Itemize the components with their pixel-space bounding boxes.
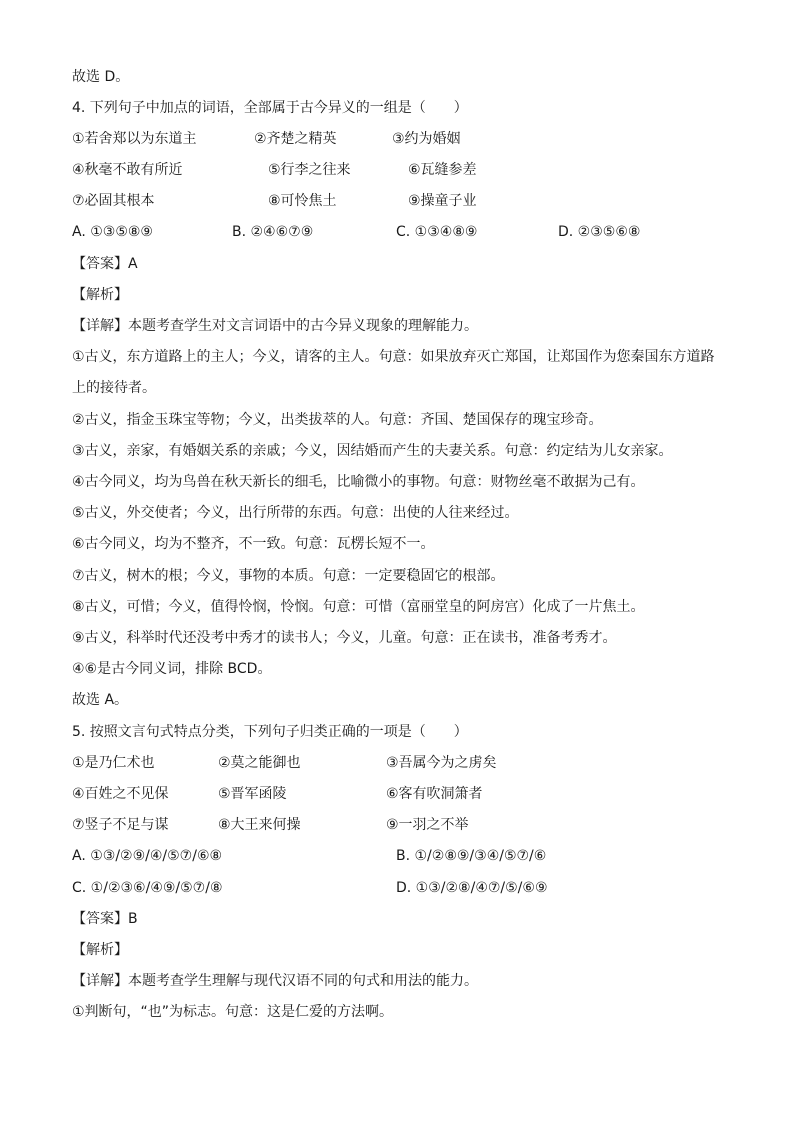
q4-analysis-heading: 【解析】 [72,287,128,303]
q5-sentence: ③吾属今为之虏矣 [386,755,497,771]
q5-option-b: B. ①/②⑧⑨/③④/⑤⑦/⑥ [396,848,547,864]
q4-explanation: ④⑥是古今同义词，排除 BCD。 [72,661,272,677]
q5-sentence: ④百姓之不见保 [72,786,169,802]
q4-option-a: A. ①③⑤⑧⑨ [72,224,153,240]
q4-sentence: ⑤行李之往来 [268,162,351,178]
q4-explanation: ⑨古义，科举时代还没考中秀才的读书人；今义，儿童。句意：正在读书，准备考秀才。 [72,630,617,646]
q4-sentence: ②齐楚之精英 [254,131,337,147]
q4-explanation: ⑦古义，树木的根；今义，事物的本质。句意：一定要稳固它的根部。 [72,568,505,584]
q4-sentence: ⑥瓦缝参差 [408,162,477,178]
q4-explanation: ⑧古义，可惜；今义，值得怜悯，怜悯。句意：可惜（富丽堂皇的阿房宫）化成了一片焦土。 [72,599,645,615]
q5-option-a: A. ①③/②⑨/④/⑤⑦/⑥⑧ [72,848,223,864]
q4-explanation: ④古今同义，均为鸟兽在秋天新长的细毛，比喻微小的事物。句意：财物丝毫不敢据为己有。 [72,474,645,490]
q4-sentence: ③约为婚姻 [392,131,461,147]
q4-sentence: ⑦必固其根本 [72,193,155,209]
q4-option-b: B. ②④⑥⑦⑨ [232,224,314,240]
q4-explanation: ⑥古今同义，均为不整齐，不一致。句意：瓦楞长短不一。 [72,536,435,552]
q4-sentence: ④秋毫不敢有所近 [72,162,183,178]
q5-detail: 【详解】本题考查学生理解与现代汉语不同的句式和用法的能力。 [72,973,478,989]
q4-conclusion: 故选 A。 [72,692,129,708]
q4-explanation: ③古义，亲家，有婚姻关系的亲戚；今义，因结婚而产生的夫妻关系。句意：约定结为儿女亲家。 [72,443,673,459]
q4-explanation: 上的接待者。 [72,380,156,396]
q4-sentence: ⑧可怜焦土 [268,193,337,209]
q5-sentence: ①是乃仁术也 [72,755,155,771]
q5-sentence: ⑥客有吹洞箫者 [386,786,483,802]
q5-sentence: ②莫之能御也 [218,755,301,771]
q4-option-c: C. ①③④⑧⑨ [396,224,478,240]
q5-sentence: ⑨一羽之不举 [386,817,469,833]
q4-explanation: ②古义，指金玉珠宝等物；今义，出类拔萃的人。句意：齐国、楚国保存的瑰宝珍奇。 [72,412,603,428]
q3-conclusion: 故选 D。 [72,69,130,85]
q5-analysis-heading: 【解析】 [72,942,128,958]
q5-answer: 【答案】B [72,911,138,927]
q4-stem: 4. 下列句子中加点的词语，全部属于古今异义的一组是（ ） [72,100,468,116]
q4-option-d: D. ②③⑤⑥⑧ [558,224,641,240]
q5-option-d: D. ①③/②⑧/④⑦/⑤/⑥⑨ [396,880,548,896]
q4-sentence: ①若舍郑以为东道主 [72,131,197,147]
q5-sentence: ⑧大王来何操 [218,817,301,833]
q5-sentence: ⑦竖子不足与谋 [72,817,169,833]
q4-explanation: ①古义，东方道路上的主人；今义，请客的主人。句意：如果放弃灭亡郑国，让郑国作为您秦国东方道路 [72,349,715,365]
q5-explanation: ①判断句，“也”为标志。句意：这是仁爱的方法啊。 [72,1004,394,1020]
q4-sentence: ⑨操童子业 [408,193,477,209]
q5-stem: 5. 按照文言句式特点分类，下列句子归类正确的一项是（ ） [72,724,468,740]
q4-answer: 【答案】A [72,256,138,272]
q5-sentence: ⑤晋军函陵 [218,786,287,802]
q5-option-c: C. ①/②③⑥/④⑨/⑤⑦/⑧ [72,880,223,896]
q4-detail: 【详解】本题考查学生对文言词语中的古今异义现象的理解能力。 [72,318,478,334]
q4-explanation: ⑤古义，外交使者；今义，出行所带的东西。句意：出使的人往来经过。 [72,505,519,521]
